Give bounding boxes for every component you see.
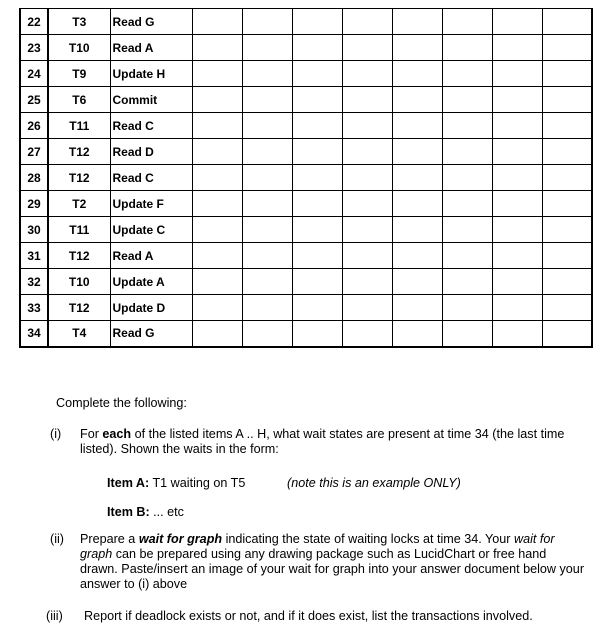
lock-cell bbox=[192, 295, 242, 321]
time-cell: 31 bbox=[20, 243, 48, 269]
transaction-cell: T4 bbox=[48, 321, 110, 347]
q1-bold: each bbox=[102, 427, 132, 441]
lock-cell bbox=[492, 139, 542, 165]
lock-cell bbox=[242, 35, 292, 61]
operation-cell: Read A bbox=[110, 35, 192, 61]
q2-pre: Prepare a bbox=[80, 532, 139, 546]
lock-cell bbox=[392, 139, 442, 165]
lock-cell bbox=[292, 9, 342, 35]
example-item-b-value: ... etc bbox=[149, 505, 184, 519]
lock-cell bbox=[392, 87, 442, 113]
lock-cell bbox=[342, 61, 392, 87]
q2-mid: indicating the state of waiting locks at time 34. Your bbox=[222, 532, 515, 546]
example-item-b-label: Item B: bbox=[107, 505, 150, 519]
lock-cell bbox=[342, 87, 392, 113]
lock-cell bbox=[242, 191, 292, 217]
instructions-intro: Complete the following: bbox=[56, 396, 187, 410]
lock-cell bbox=[292, 139, 342, 165]
schedule-row bbox=[20, 165, 592, 191]
lock-cell bbox=[292, 35, 342, 61]
operation-cell: Read C bbox=[110, 113, 192, 139]
lock-cell bbox=[392, 35, 442, 61]
lock-cell bbox=[342, 191, 392, 217]
operation-cell: Commit bbox=[110, 87, 192, 113]
time-cell: 34 bbox=[20, 321, 48, 347]
lock-cell bbox=[342, 35, 392, 61]
transaction-cell: T11 bbox=[48, 217, 110, 243]
question-3-text: Report if deadlock exists or not, and if it does exist, list the transactions involved. bbox=[84, 609, 533, 623]
schedule-row bbox=[20, 35, 592, 61]
lock-cell bbox=[542, 87, 592, 113]
lock-cell bbox=[392, 295, 442, 321]
lock-cell bbox=[242, 9, 292, 35]
lock-cell bbox=[542, 139, 592, 165]
lock-cell bbox=[342, 295, 392, 321]
lock-cell bbox=[192, 61, 242, 87]
lock-cell bbox=[442, 321, 492, 347]
lock-cell bbox=[542, 35, 592, 61]
lock-cell bbox=[242, 321, 292, 347]
operation-cell: Read C bbox=[110, 165, 192, 191]
lock-cell bbox=[442, 269, 492, 295]
example-item-a-label: Item A: bbox=[107, 476, 150, 490]
lock-cell bbox=[542, 113, 592, 139]
lock-cell bbox=[342, 217, 392, 243]
schedule-row bbox=[20, 113, 592, 139]
lock-cell bbox=[442, 87, 492, 113]
lock-cell bbox=[492, 243, 542, 269]
example-item-a-value: T1 waiting on T5 bbox=[149, 476, 246, 490]
lock-cell bbox=[242, 243, 292, 269]
lock-cell bbox=[492, 87, 542, 113]
lock-cell bbox=[542, 165, 592, 191]
example-item-a bbox=[107, 476, 245, 491]
lock-cell bbox=[392, 113, 442, 139]
operation-cell: Read A bbox=[110, 243, 192, 269]
q2-post: can be prepared using any drawing package such as LucidChart or free hand drawn. Paste/insert an image of your wait for graph into your answer document below your answer to (i) above bbox=[80, 547, 585, 591]
lock-cell bbox=[492, 165, 542, 191]
lock-cell bbox=[542, 243, 592, 269]
schedule-row bbox=[20, 139, 592, 165]
schedule-row bbox=[20, 87, 592, 113]
lock-cell bbox=[492, 295, 542, 321]
lock-cell bbox=[492, 191, 542, 217]
q1-post: of the listed items A .. H, what wait states are present at time 34 (the last time listed). Shown the waits in the form: bbox=[80, 427, 565, 456]
lock-cell bbox=[242, 295, 292, 321]
lock-cell bbox=[542, 269, 592, 295]
operation-cell: Update F bbox=[110, 191, 192, 217]
lock-cell bbox=[542, 295, 592, 321]
schedule-row bbox=[20, 9, 592, 35]
lock-cell bbox=[392, 269, 442, 295]
time-cell: 27 bbox=[20, 139, 48, 165]
transaction-cell: T10 bbox=[48, 35, 110, 61]
operation-cell: Read G bbox=[110, 9, 192, 35]
lock-cell bbox=[242, 165, 292, 191]
lock-cell bbox=[292, 217, 342, 243]
lock-cell bbox=[292, 87, 342, 113]
time-cell: 26 bbox=[20, 113, 48, 139]
operation-cell: Update C bbox=[110, 217, 192, 243]
question-1-text bbox=[80, 427, 595, 457]
lock-cell bbox=[342, 165, 392, 191]
lock-cell bbox=[192, 139, 242, 165]
schedule-body bbox=[20, 9, 592, 347]
lock-cell bbox=[442, 217, 492, 243]
lock-cell bbox=[492, 269, 542, 295]
transaction-cell: T12 bbox=[48, 243, 110, 269]
lock-cell bbox=[492, 217, 542, 243]
transaction-cell: T11 bbox=[48, 113, 110, 139]
lock-cell bbox=[542, 61, 592, 87]
lock-cell bbox=[192, 87, 242, 113]
q1-pre: For bbox=[80, 427, 103, 441]
time-cell: 29 bbox=[20, 191, 48, 217]
lock-cell bbox=[192, 269, 242, 295]
lock-cell bbox=[442, 35, 492, 61]
lock-cell bbox=[192, 35, 242, 61]
schedule-row bbox=[20, 217, 592, 243]
lock-cell bbox=[342, 269, 392, 295]
lock-cell bbox=[492, 35, 542, 61]
q2-ital: wait for graph bbox=[80, 532, 555, 561]
question-2-label: (ii) bbox=[50, 532, 64, 546]
lock-cell bbox=[392, 217, 442, 243]
time-cell: 25 bbox=[20, 87, 48, 113]
lock-cell bbox=[192, 191, 242, 217]
lock-cell bbox=[242, 61, 292, 87]
lock-cell bbox=[442, 243, 492, 269]
lock-cell bbox=[442, 61, 492, 87]
lock-cell bbox=[242, 217, 292, 243]
schedule-row bbox=[20, 61, 592, 87]
time-cell: 32 bbox=[20, 269, 48, 295]
lock-cell bbox=[242, 269, 292, 295]
transaction-cell: T12 bbox=[48, 139, 110, 165]
transaction-cell: T2 bbox=[48, 191, 110, 217]
lock-cell bbox=[442, 139, 492, 165]
example-note: (note this is an example ONLY) bbox=[287, 476, 461, 490]
lock-cell bbox=[292, 165, 342, 191]
lock-cell bbox=[542, 191, 592, 217]
lock-cell bbox=[392, 191, 442, 217]
time-cell: 23 bbox=[20, 35, 48, 61]
time-cell: 30 bbox=[20, 217, 48, 243]
lock-cell bbox=[492, 113, 542, 139]
lock-cell bbox=[292, 113, 342, 139]
lock-cell bbox=[492, 9, 542, 35]
lock-cell bbox=[192, 113, 242, 139]
operation-cell: Read D bbox=[110, 139, 192, 165]
question-1-label: (i) bbox=[50, 427, 62, 441]
schedule-row bbox=[20, 243, 592, 269]
lock-cell bbox=[442, 9, 492, 35]
schedule-table bbox=[19, 8, 593, 348]
lock-cell bbox=[292, 269, 342, 295]
schedule-row bbox=[20, 295, 592, 321]
q2-emph: wait for graph bbox=[138, 532, 223, 546]
lock-cell bbox=[542, 9, 592, 35]
lock-cell bbox=[192, 9, 242, 35]
question-2-text bbox=[80, 532, 585, 592]
lock-cell bbox=[292, 243, 342, 269]
lock-cell bbox=[492, 61, 542, 87]
lock-cell bbox=[442, 295, 492, 321]
lock-cell bbox=[242, 139, 292, 165]
transaction-cell: T9 bbox=[48, 61, 110, 87]
transaction-cell: T12 bbox=[48, 295, 110, 321]
lock-cell bbox=[292, 191, 342, 217]
schedule-row bbox=[20, 321, 592, 347]
transaction-cell: T3 bbox=[48, 9, 110, 35]
operation-cell: Read G bbox=[110, 321, 192, 347]
lock-cell bbox=[392, 243, 442, 269]
time-cell: 24 bbox=[20, 61, 48, 87]
transaction-cell: T10 bbox=[48, 269, 110, 295]
lock-cell bbox=[292, 321, 342, 347]
lock-cell bbox=[442, 191, 492, 217]
lock-cell bbox=[392, 9, 442, 35]
lock-cell bbox=[342, 321, 392, 347]
lock-cell bbox=[242, 87, 292, 113]
lock-cell bbox=[492, 321, 542, 347]
time-cell: 28 bbox=[20, 165, 48, 191]
transaction-cell: T6 bbox=[48, 87, 110, 113]
example-item-b bbox=[107, 505, 184, 520]
lock-cell bbox=[192, 217, 242, 243]
time-cell: 22 bbox=[20, 9, 48, 35]
lock-cell bbox=[192, 243, 242, 269]
operation-cell: Update H bbox=[110, 61, 192, 87]
lock-cell bbox=[542, 321, 592, 347]
lock-cell bbox=[192, 321, 242, 347]
lock-cell bbox=[342, 139, 392, 165]
operation-cell: Update D bbox=[110, 295, 192, 321]
lock-cell bbox=[292, 61, 342, 87]
lock-cell bbox=[542, 217, 592, 243]
schedule-row bbox=[20, 269, 592, 295]
lock-cell bbox=[392, 165, 442, 191]
time-cell: 33 bbox=[20, 295, 48, 321]
lock-cell bbox=[392, 61, 442, 87]
lock-cell bbox=[442, 165, 492, 191]
lock-cell bbox=[392, 321, 442, 347]
lock-cell bbox=[442, 113, 492, 139]
lock-cell bbox=[342, 243, 392, 269]
lock-cell bbox=[242, 113, 292, 139]
lock-cell bbox=[192, 165, 242, 191]
transaction-cell: T12 bbox=[48, 165, 110, 191]
lock-cell bbox=[292, 295, 342, 321]
question-3-label: (iii) bbox=[46, 609, 63, 623]
lock-cell bbox=[342, 9, 392, 35]
lock-cell bbox=[342, 113, 392, 139]
operation-cell: Update A bbox=[110, 269, 192, 295]
schedule-row bbox=[20, 191, 592, 217]
